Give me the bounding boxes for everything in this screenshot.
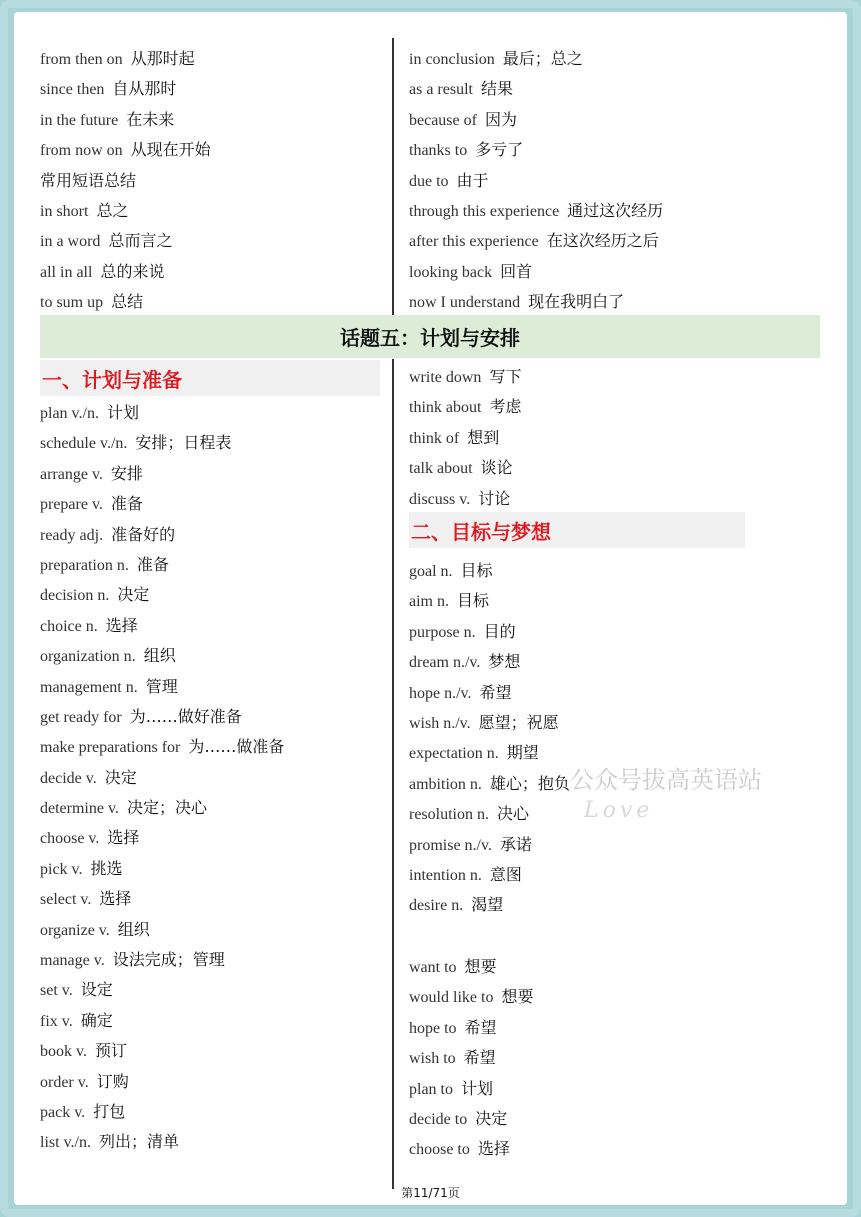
- english-term: from then on: [40, 51, 123, 68]
- vocab-entry: [409, 952, 533, 982]
- english-term: purpose n.: [409, 623, 476, 641]
- english-term: fix v.: [40, 1012, 73, 1030]
- chinese-meaning: 选择: [107, 828, 140, 848]
- vocab-entry: [409, 166, 663, 196]
- english-term: choose v.: [40, 830, 100, 848]
- english-term: organization n.: [40, 648, 136, 666]
- english-term: decision n.: [40, 587, 110, 605]
- english-term: from now on: [40, 142, 123, 160]
- vocab-entry: [409, 617, 570, 647]
- chinese-meaning: 为……做好准备: [129, 706, 242, 726]
- english-term: organize v.: [40, 921, 110, 939]
- english-term: after this experience: [409, 233, 539, 251]
- chinese-meaning: 决定: [475, 1108, 508, 1128]
- vocab-entry: [40, 763, 284, 793]
- english-term: order v.: [40, 1073, 89, 1091]
- chinese-meaning: 准备好的: [111, 524, 176, 544]
- chinese-meaning: 组织: [143, 646, 176, 666]
- chinese-meaning: 想到: [467, 427, 500, 447]
- vocab-entry: [409, 830, 570, 860]
- english-term: in a word: [40, 233, 101, 251]
- english-term: book v.: [40, 1043, 87, 1061]
- chinese-meaning: 管理: [145, 676, 178, 696]
- chinese-meaning: 意图: [489, 864, 522, 884]
- vocab-entry: [409, 1043, 533, 1073]
- chinese-meaning: 组织: [117, 919, 150, 939]
- english-term: arrange v.: [40, 465, 103, 483]
- chinese-meaning: 总而言之: [108, 231, 173, 251]
- watermark-script: Love: [584, 798, 654, 823]
- vocab-entry: [40, 226, 211, 256]
- chinese-meaning: 多亏了: [475, 140, 524, 160]
- vocab-entry: [40, 166, 211, 196]
- chinese-meaning: 目的: [483, 621, 516, 641]
- english-term: decide v.: [40, 769, 97, 787]
- vocab-entry: [409, 799, 570, 829]
- vocab-entry: [40, 1127, 284, 1157]
- english-term: determine v.: [40, 800, 119, 818]
- vocab-entry: [40, 287, 211, 317]
- vocab-entry: [40, 1097, 284, 1127]
- chinese-meaning: 讨论: [478, 488, 511, 508]
- left-vocab-list: [40, 398, 284, 1158]
- english-term: preparation n.: [40, 556, 129, 574]
- english-term: in the future: [40, 111, 119, 129]
- vocab-entry: [409, 392, 521, 422]
- vocab-entry: [40, 611, 284, 641]
- chinese-meaning: 从那时起: [130, 49, 195, 68]
- chinese-meaning: 从现在开始: [130, 140, 211, 160]
- english-term: write down: [409, 369, 482, 386]
- vocab-entry: [40, 672, 284, 702]
- vocab-entry: [40, 915, 284, 945]
- vocab-entry: [409, 708, 570, 738]
- chinese-meaning: 雄心；抱负: [489, 773, 570, 793]
- vocab-entry: [409, 738, 570, 768]
- page-number: 第11/71页: [401, 1186, 460, 1200]
- chinese-meaning: 预订: [94, 1041, 127, 1061]
- vocab-entry: [409, 423, 521, 453]
- english-term: decide to: [409, 1110, 468, 1128]
- vocab-entry: [40, 257, 211, 287]
- vocab-entry: [409, 196, 663, 226]
- vocab-entry: [40, 702, 284, 732]
- chinese-meaning: 决定: [104, 767, 137, 787]
- vocab-entry: [40, 975, 284, 1005]
- chinese-meaning: 准备: [110, 494, 143, 514]
- chinese-meaning: 订购: [96, 1071, 129, 1091]
- english-term: talk about: [409, 460, 473, 478]
- english-term: as a result: [409, 81, 473, 99]
- chinese-meaning: 回首: [500, 261, 533, 281]
- english-term: discuss v.: [409, 490, 471, 508]
- top-left-list: [40, 44, 211, 318]
- chinese-meaning: 安排；日程表: [135, 433, 232, 453]
- chinese-meaning: 目标: [460, 561, 493, 580]
- chinese-meaning: 常用短语总结: [40, 170, 137, 190]
- english-term: now I understand: [409, 294, 521, 312]
- chinese-meaning: 设定: [80, 980, 113, 1000]
- chinese-meaning: 计划: [461, 1078, 494, 1098]
- vocab-entry: [409, 226, 663, 256]
- vocab-entry: [409, 890, 570, 920]
- vocab-entry: [40, 398, 284, 428]
- vocab-entry: [40, 459, 284, 489]
- chinese-meaning: 在未来: [126, 109, 175, 129]
- english-term: through this experience: [409, 202, 560, 220]
- vocab-entry: [409, 74, 663, 104]
- chinese-meaning: 为……做准备: [188, 737, 285, 757]
- english-term: plan v./n.: [40, 405, 99, 422]
- english-term: plan to: [409, 1080, 453, 1098]
- english-term: schedule v./n.: [40, 435, 128, 453]
- english-term: goal n.: [409, 563, 453, 580]
- vocab-entry: [40, 44, 211, 74]
- chinese-meaning: 设法完成；管理: [112, 950, 225, 970]
- chinese-meaning: 谈论: [480, 458, 513, 478]
- topic-title: 话题五：计划与安排: [40, 315, 820, 358]
- chinese-meaning: 愿望；祝愿: [478, 712, 559, 732]
- chinese-meaning: 计划: [106, 403, 139, 422]
- english-term: looking back: [409, 263, 493, 281]
- vocab-entry: [409, 769, 570, 799]
- english-term: ambition n.: [409, 775, 482, 793]
- english-term: due to: [409, 172, 449, 190]
- section-title-plan: 一、计划与准备: [40, 360, 380, 396]
- english-term: aim n.: [409, 593, 449, 611]
- chinese-meaning: 写下: [489, 367, 522, 386]
- chinese-meaning: 通过这次经历: [567, 200, 664, 220]
- english-term: to sum up: [40, 294, 104, 312]
- vocab-entry: [40, 854, 284, 884]
- chinese-meaning: 想要: [501, 987, 534, 1007]
- english-term: set v.: [40, 982, 73, 1000]
- chinese-meaning: 最后；总之: [502, 49, 583, 68]
- chinese-meaning: 因为: [484, 109, 517, 129]
- chinese-meaning: 期望: [506, 743, 539, 763]
- vocab-entry: [409, 678, 570, 708]
- vocab-entry: [409, 1013, 533, 1043]
- vocab-entry: [40, 550, 284, 580]
- vocab-entry: [40, 884, 284, 914]
- english-term: think of: [409, 429, 460, 447]
- chinese-meaning: 总的来说: [100, 261, 165, 281]
- vocab-entry: [409, 453, 521, 483]
- vocab-entry: [40, 1036, 284, 1066]
- english-term: in conclusion: [409, 51, 495, 68]
- column-divider-top: [392, 38, 394, 315]
- vocab-entry: [409, 44, 663, 74]
- english-term: pick v.: [40, 860, 83, 878]
- chinese-meaning: 总结: [111, 292, 144, 312]
- english-term: hope n./v.: [409, 684, 472, 702]
- vocab-entry: [40, 74, 211, 104]
- chinese-meaning: 选择: [477, 1139, 510, 1159]
- english-term: because of: [409, 111, 477, 129]
- chinese-meaning: 在这次经历之后: [546, 231, 659, 251]
- chinese-meaning: 想要: [464, 957, 497, 976]
- english-term: ready adj.: [40, 526, 104, 544]
- english-term: want to: [409, 959, 457, 976]
- chinese-meaning: 安排: [110, 463, 143, 483]
- chinese-meaning: 准备: [136, 554, 169, 574]
- vocab-entry: [409, 362, 521, 392]
- right-vocab-list-b: [409, 556, 570, 921]
- vocab-entry: [409, 860, 570, 890]
- chinese-meaning: 希望: [464, 1017, 497, 1037]
- english-term: pack v.: [40, 1103, 86, 1121]
- english-term: since then: [40, 81, 105, 99]
- chinese-meaning: 决心: [497, 804, 530, 824]
- chinese-meaning: 希望: [479, 682, 512, 702]
- english-term: choice n.: [40, 617, 98, 635]
- english-term: wish to: [409, 1050, 456, 1068]
- chinese-meaning: 总之: [96, 200, 129, 220]
- chinese-meaning: 决定: [117, 585, 150, 605]
- vocab-entry: [409, 484, 521, 514]
- vocab-entry: [40, 641, 284, 671]
- chinese-meaning: 渴望: [471, 895, 504, 915]
- english-term: intention n.: [409, 866, 482, 884]
- english-term: promise n./v.: [409, 836, 492, 854]
- vocab-entry: [40, 793, 284, 823]
- vocab-entry: [40, 823, 284, 853]
- chinese-meaning: 打包: [93, 1101, 126, 1121]
- chinese-meaning: 选择: [99, 889, 132, 909]
- english-term: get ready for: [40, 708, 122, 726]
- english-term: in short: [40, 202, 89, 220]
- english-term: expectation n.: [409, 745, 499, 763]
- chinese-meaning: 目标: [457, 591, 490, 611]
- chinese-meaning: 现在我明白了: [528, 292, 625, 312]
- top-right-list: [409, 44, 663, 318]
- english-term: think about: [409, 399, 482, 417]
- chinese-meaning: 确定: [80, 1010, 113, 1030]
- vocab-entry: [40, 135, 211, 165]
- vocab-entry: [409, 1134, 533, 1164]
- english-term: resolution n.: [409, 806, 489, 824]
- chinese-meaning: 挑选: [90, 858, 123, 878]
- english-term: desire n.: [409, 897, 464, 915]
- english-term: dream n./v.: [409, 654, 481, 672]
- chinese-meaning: 梦想: [488, 652, 521, 672]
- watermark-text: 公众号拔高英语站: [570, 766, 762, 794]
- chinese-meaning: 承诺: [499, 834, 532, 854]
- document-page: [14, 12, 847, 1205]
- english-term: thanks to: [409, 142, 468, 160]
- english-term: choose to: [409, 1141, 470, 1159]
- english-term: manage v.: [40, 952, 105, 970]
- vocab-entry: [40, 105, 211, 135]
- chinese-meaning: 自从那时: [112, 79, 177, 99]
- english-term: make preparations for: [40, 739, 181, 757]
- right-vocab-list-c: [409, 952, 533, 1165]
- chinese-meaning: 决定；决心: [126, 798, 207, 818]
- english-term: would like to: [409, 989, 494, 1007]
- chinese-meaning: 考虑: [489, 397, 522, 417]
- vocab-entry: [409, 257, 663, 287]
- column-divider-bottom: [392, 359, 394, 1189]
- chinese-meaning: 结果: [480, 79, 513, 99]
- vocab-entry: [40, 489, 284, 519]
- vocab-entry: [409, 1074, 533, 1104]
- vocab-entry: [409, 1104, 533, 1134]
- vocab-entry: [409, 287, 663, 317]
- english-term: prepare v.: [40, 496, 103, 514]
- vocab-entry: [40, 520, 284, 550]
- english-term: list v./n.: [40, 1134, 91, 1152]
- vocab-entry: [409, 135, 663, 165]
- english-term: management n.: [40, 678, 138, 696]
- vocab-entry: [409, 105, 663, 135]
- chinese-meaning: 希望: [463, 1048, 496, 1068]
- english-term: select v.: [40, 891, 92, 909]
- vocab-entry: [40, 1006, 284, 1036]
- right-vocab-list-a: [409, 362, 521, 514]
- chinese-meaning: 列出；清单: [98, 1132, 179, 1152]
- section-title-goals: 二、目标与梦想: [409, 512, 745, 548]
- english-term: hope to: [409, 1019, 457, 1037]
- english-term: wish n./v.: [409, 714, 471, 732]
- english-term: all in all: [40, 263, 93, 281]
- chinese-meaning: 由于: [456, 170, 489, 190]
- vocab-entry: [409, 647, 570, 677]
- vocab-entry: [40, 732, 284, 762]
- vocab-entry: [409, 556, 570, 586]
- vocab-entry: [40, 1067, 284, 1097]
- vocab-entry: [40, 196, 211, 226]
- vocab-entry: [40, 428, 284, 458]
- vocab-entry: [40, 945, 284, 975]
- vocab-entry: [409, 586, 570, 616]
- vocab-entry: [409, 982, 533, 1012]
- vocab-entry: [40, 580, 284, 610]
- chinese-meaning: 选择: [105, 615, 138, 635]
